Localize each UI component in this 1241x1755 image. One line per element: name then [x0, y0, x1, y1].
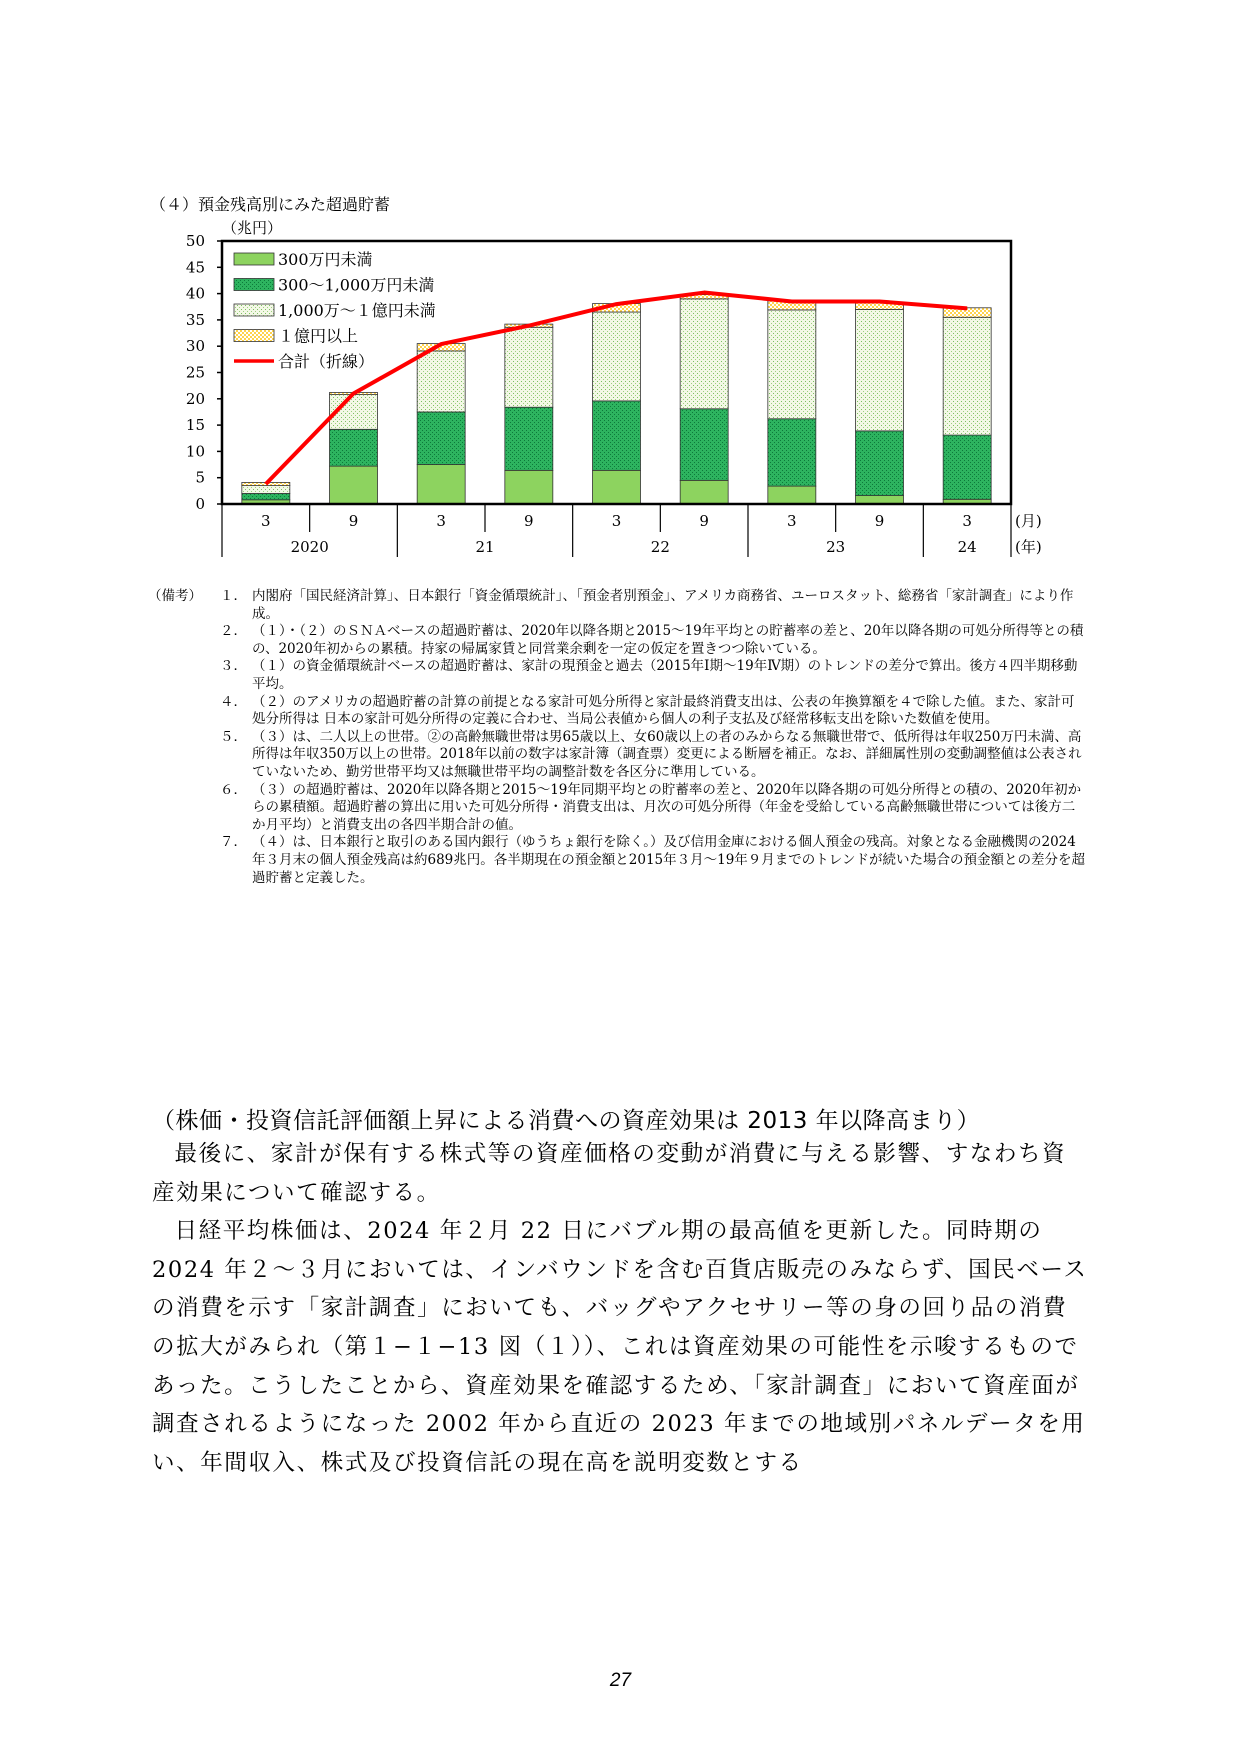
year-label: 21 — [475, 538, 495, 556]
bar-segment-2 — [943, 435, 991, 499]
section-heading: （株価・投資信託評価額上昇による消費への資産効果は 2013 年以降高まり） — [152, 1108, 981, 1134]
y-tick-label: 35 — [185, 310, 205, 329]
legend-swatch — [234, 279, 274, 291]
bar-segment-3 — [680, 299, 728, 409]
y-tick-label: 20 — [185, 389, 205, 408]
note-text: （３）は、二人以上の世帯。②の高齢無職世帯は男65歳以上、女60歳以上の者のみからなる無職世帯で、低所得は年収250万円未満、高所得は年収350万以上の世帯。2018年以前の数字は家計簿（調査票）変更による断層を補正。なお、詳細属性別の変動調整値は公表されていないため、勤労世帯平均又は無職世帯平均の調整計数を各区分に準用している。 — [252, 728, 1082, 780]
y-tick-label: 50 — [185, 232, 205, 250]
note-item — [148, 729, 1088, 782]
legend-label: 合計（折線） — [278, 352, 375, 371]
x-tick-label: 9 — [699, 512, 709, 530]
x-tick-label: 3 — [787, 512, 797, 530]
bar-segment-2 — [242, 493, 290, 499]
year-label: 24 — [957, 538, 977, 556]
bar-segment-1 — [417, 465, 465, 504]
year-label: 23 — [826, 538, 846, 556]
bar-segment-2 — [593, 401, 641, 470]
bar-segment-3 — [856, 309, 904, 431]
legend-label: 300〜1,000万円未満 — [278, 275, 435, 295]
legend-swatch — [234, 253, 274, 265]
note-number: ６． — [220, 781, 247, 798]
year-unit-label: (年) — [1015, 538, 1042, 556]
bar-segment-3 — [417, 351, 465, 412]
note-text: 内閣府「国民経済計算」、日本銀行「資金循環統計」、「預金者別預金」、アメリカ商務省、ユーロスタット、総務省「家計調査」により作成。 — [252, 588, 1074, 622]
bar-segment-2 — [330, 429, 378, 466]
y-tick-label: 10 — [185, 442, 205, 461]
note-text: （１）・（２）のＳＮＡベースの超過貯蓄は、2020年以降各期と2015〜19年平均との貯蓄率の差と、20年以降各期の可処分所得等との積の、2020年初からの累積。持家の帰属家賃と同営業余剰を一定の仮定を置きつつ除いている。 — [252, 623, 1084, 657]
note-item — [148, 834, 1088, 887]
x-tick-label: 3 — [436, 512, 446, 530]
y-tick-label: 0 — [195, 495, 205, 513]
legend-label: 300万円未満 — [278, 250, 373, 269]
note-item — [148, 694, 1088, 729]
y-axis-label: （兆円） — [222, 219, 283, 237]
bar-segment-3 — [505, 327, 553, 407]
y-tick-label: 15 — [185, 416, 205, 435]
y-tick-label: 30 — [185, 337, 205, 356]
x-tick-label: 3 — [611, 512, 622, 530]
year-label: 22 — [650, 538, 670, 556]
bar-segment-3 — [593, 312, 641, 401]
bar-segment-1 — [593, 470, 641, 504]
note-text: （２）のアメリカの超過貯蓄の計算の前提となる家計可処分所得と家計最終消費支出は、公表の年換算額を４で除した値。また、家計可処分所得は 日本の家計可処分所得の定義に合わせ、当局公表値から個人の利子支払及び経常移転支出を除いた数値を使用。 — [252, 693, 1075, 728]
note-text: （１）の資金循環統計ベースの超過貯蓄は、家計の現預金と過去（2015年Ⅰ期〜19年Ⅳ期）のトレンドの差分で算出。後方４四半期移動平均。 — [252, 658, 1078, 692]
note-number: ７． — [220, 834, 247, 851]
chart — [0, 0, 1241, 580]
month-unit-label: (月) — [1015, 512, 1042, 530]
legend-label: 1,000万〜１億円未満 — [278, 301, 436, 320]
legend-swatch — [234, 304, 274, 316]
notes-label: （備考） — [148, 588, 202, 604]
note-number: ２． — [220, 623, 247, 640]
bar-segment-1 — [680, 480, 728, 504]
bar-segment-2 — [417, 412, 465, 465]
legend-label: １億円以上 — [278, 326, 359, 346]
notes — [148, 588, 1088, 887]
bar-segment-2 — [505, 407, 553, 470]
year-label: 2020 — [290, 538, 329, 556]
note-item — [148, 623, 1088, 658]
bar-segment-4 — [943, 308, 991, 317]
x-tick-label: 9 — [348, 512, 359, 530]
note-number: １． — [220, 588, 247, 604]
chart-title: （４）預金残高別にみた超過貯蓄 — [150, 195, 391, 214]
note-item — [148, 658, 1088, 693]
note-item — [148, 782, 1088, 835]
x-tick-label: 3 — [962, 512, 972, 530]
x-tick-label: 9 — [874, 512, 885, 530]
paragraph-2: 日経平均株価は、2024 年２月 22 日にバブル期の最高値を更新した。同時期の 2024 年２〜３月においては、インバウンドを含む百貨店販売のみならず、国民ベースの消費を示す「家計調査」においても、バッグやアクセサリー等の身の回り品の消費の拡大がみられ（第１−１−13 図（１））、これは資産効果の可能性を示唆するものであった。こうしたことから、資産効果を確認するため、「家計調査」において資産面が調査されるようになった 2002 年から直近の 2023 年までの地域別パネルデータを用い、年間収入、株式及び投資信託の現在高を説明変数とする — [152, 1218, 1088, 1476]
note-item — [148, 588, 1088, 623]
note-text: （３）の超過貯蓄は、2020年以降各期と2015〜19年同期平均との貯蓄率の差と、2020年以降各期の可処分所得との積の、2020年初からの累積額。超過貯蓄の算出に用いた可処分所得・消費支出は、月次の可処分所得（年金を受給している高齢無職世帯については後方二か月平均）と消費支出の各四半期合計の値。 — [252, 781, 1082, 833]
bar-segment-2 — [768, 419, 816, 486]
paragraph-1: 最後に、家計が保有する株式等の資産価格の変動が消費に与える影響、すなわち資産効果について確認する。 — [152, 1141, 1067, 1206]
bar-segment-1 — [768, 486, 816, 504]
note-number: ３． — [220, 658, 247, 675]
y-tick-label: 25 — [185, 363, 205, 382]
bar-segment-3 — [242, 486, 290, 494]
body-text — [152, 1135, 1090, 1482]
x-tick-label: 9 — [524, 512, 534, 530]
note-number: ５． — [220, 728, 247, 745]
y-tick-label: 40 — [185, 284, 205, 303]
bar-segment-3 — [943, 317, 991, 435]
bar-segment-3 — [768, 310, 816, 419]
bar-segment-1 — [856, 496, 904, 504]
bar-segment-1 — [330, 466, 378, 504]
y-tick-label: 5 — [195, 468, 205, 487]
bar-segment-1 — [505, 470, 553, 504]
bar-segment-2 — [856, 431, 904, 496]
legend-swatch — [234, 330, 274, 342]
bar-segment-2 — [680, 409, 728, 481]
note-number: ４． — [220, 693, 247, 710]
page-number: 27 — [609, 1670, 632, 1691]
note-text: （４）は、日本銀行と取引のある国内銀行（ゆうちょ銀行を除く。）及び信用金庫における個人預金の残高。対象となる金融機関の2024年３月末の個人預金残高は約689兆円。各半期現在の預金額と2015年３月〜19年９月までのトレンドが続いた場合の預金額との差分を超過貯蓄と定義した。 — [252, 834, 1085, 886]
x-tick-label: 3 — [261, 512, 271, 530]
y-tick-label: 45 — [185, 258, 205, 277]
